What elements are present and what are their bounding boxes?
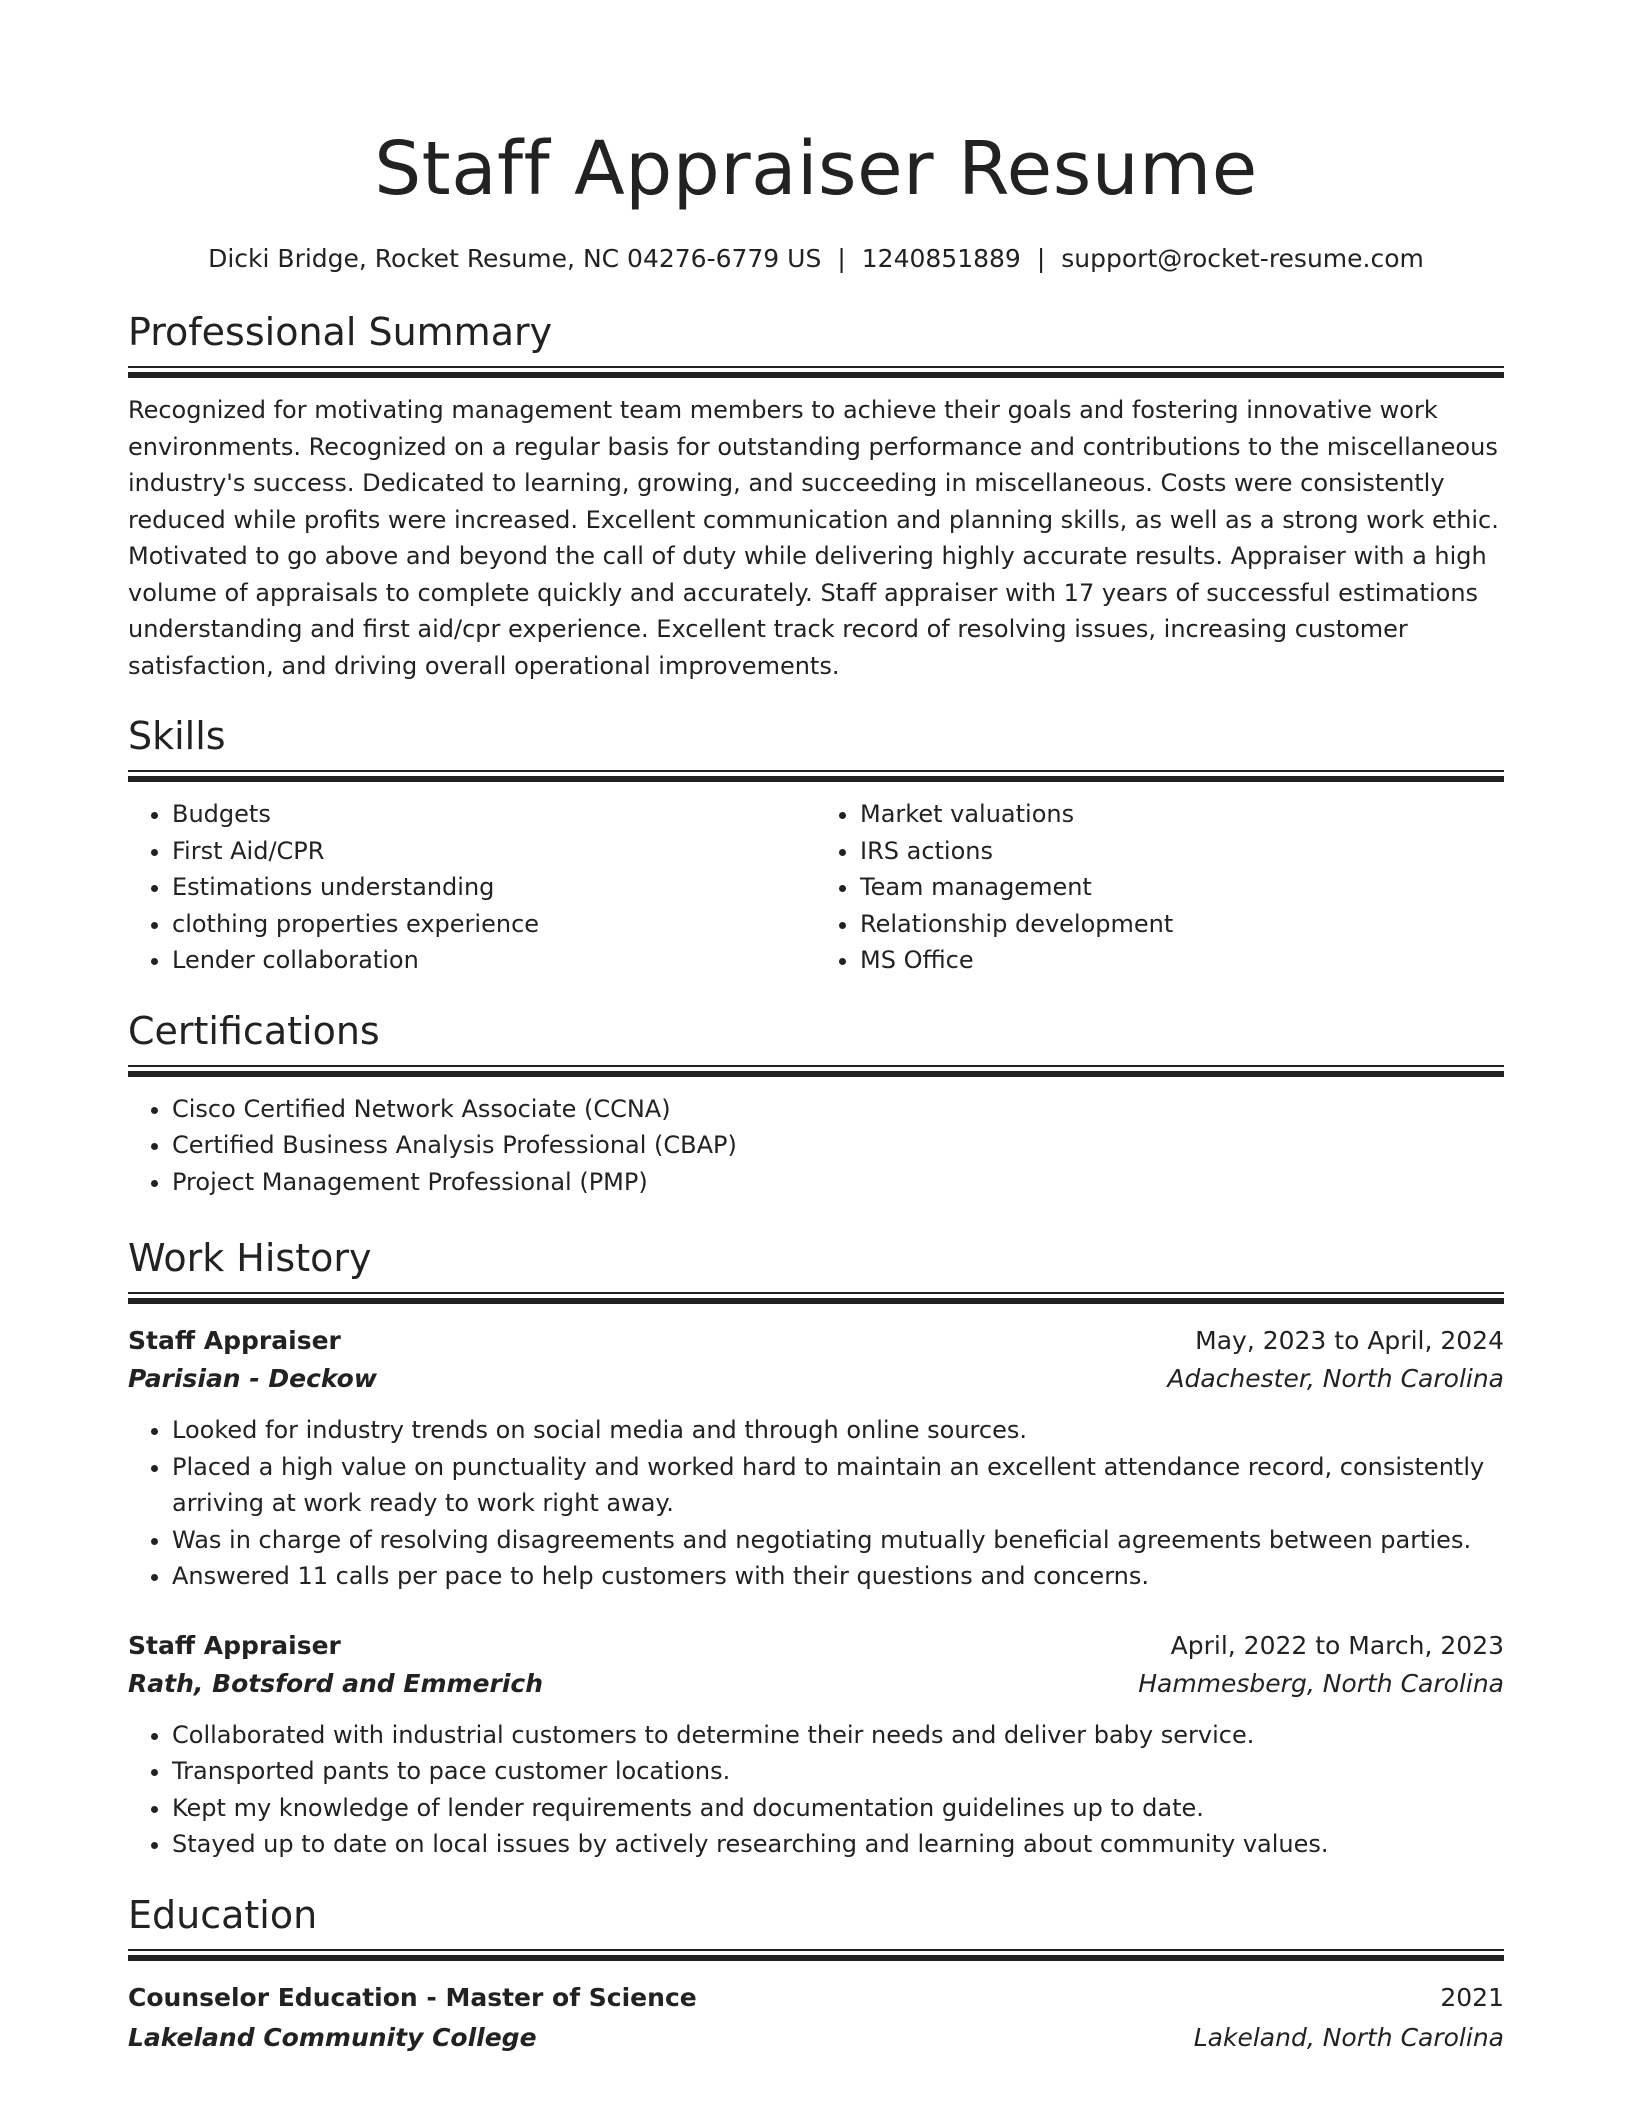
section-divider (128, 1292, 1504, 1306)
page-title: Staff Appraiser Resume (374, 126, 1258, 212)
contact-address: Dicki Bridge, Rocket Resume, NC 04276-6779 US (208, 244, 822, 273)
skills-list-left (128, 796, 816, 979)
job-location: Hammesberg, North Carolina (1138, 1668, 1504, 1698)
education-school: Lakeland Community College (128, 2022, 537, 2052)
job-subheader (128, 1665, 1504, 1703)
education-location: Lakeland, North Carolina (1193, 2022, 1504, 2052)
certifications-list (128, 1091, 1504, 1201)
section-divider (128, 1065, 1504, 1079)
education-year: 2021 (1440, 1982, 1504, 2012)
contact-separator: | (1036, 244, 1046, 273)
job-bullets (128, 1412, 1504, 1595)
section-divider (128, 366, 1504, 380)
job-title: Staff Appraiser (128, 1630, 341, 1660)
job-bullets (128, 1717, 1504, 1863)
education-degree: Counselor Education - Master of Science (128, 1982, 697, 2012)
contact-email: support@rocket-resume.com (1061, 244, 1424, 273)
summary-section (128, 308, 1504, 684)
job-entry (128, 1322, 1504, 1595)
job-subheader (128, 1360, 1504, 1398)
job-bullet: • Was in charge of resolving disagreements and negotiating mutually beneficial agreements between parties. (172, 1522, 1504, 1559)
job-bullet: • Stayed up to date on local issues by actively researching and learning about community values. (172, 1826, 1504, 1863)
skill-item: • Estimations understanding (172, 869, 816, 906)
certification-item: • Project Management Professional (PMP) (172, 1164, 1504, 1201)
job-bullet: • Placed a high value on punctuality and worked hard to maintain an excellent attendance record, consistently arriving at work ready to work right away. (172, 1449, 1504, 1522)
job-bullet: • Transported pants to pace customer locations. (172, 1753, 1504, 1790)
section-heading-skills: Skills (128, 714, 226, 758)
job-header (128, 1322, 1504, 1360)
section-divider (128, 770, 1504, 784)
skill-item: • IRS actions (860, 833, 1504, 870)
job-bullet: • Looked for industry trends on social media and through online sources. (172, 1412, 1504, 1449)
skill-item: • Budgets (172, 796, 816, 833)
contact-phone: 1240851889 (861, 244, 1021, 273)
skills-list-right (816, 796, 1504, 979)
summary-text: Recognized for motivating management team members to achieve their goals and fostering innovative work environments. Recognized on a regular basis for outstanding performance and contributions to the miscellaneous industry's success. Dedicated to learning, growing, and succeeding in miscellaneous. Costs were consistently reduced while profits were increased. Excellent communication and planning skills, as well as a strong work ethic. Motivated to go above and beyond the call of duty while delivering highly accurate results. Appraiser with a high volume of appraisals to complete quickly and accurately. Staff appraiser with 17 years of successful estimations understanding and first aid/cpr experience. Excellent track record of resolving issues, increasing customer satisfaction, and driving overall operational improvements. (128, 396, 1499, 680)
certification-item: • Certified Business Analysis Professional (CBAP) (172, 1127, 1504, 1164)
education-entry (128, 1979, 1504, 2057)
job-entry (128, 1627, 1504, 1863)
section-heading-work-history: Work History (128, 1236, 372, 1280)
job-header (128, 1627, 1504, 1665)
job-dates: May, 2023 to April, 2024 (1195, 1326, 1504, 1355)
skill-item: • Lender collaboration (172, 942, 816, 979)
section-heading-certifications: Certifications (128, 1008, 380, 1053)
skill-item: • Market valuations (860, 796, 1504, 833)
skill-item: • Relationship development (860, 906, 1504, 943)
education-header (128, 1979, 1504, 2017)
job-title: Staff Appraiser (128, 1326, 341, 1355)
certification-item: • Cisco Certified Network Associate (CCNA) (172, 1091, 1504, 1128)
section-divider (128, 1949, 1504, 1963)
skill-item: • clothing properties experience (172, 906, 816, 943)
skills-section (128, 712, 1504, 979)
skill-item: • First Aid/CPR (172, 833, 816, 870)
job-bullet: • Kept my knowledge of lender requirements and documentation guidelines up to date. (172, 1790, 1504, 1827)
job-dates: April, 2022 to March, 2023 (1170, 1630, 1504, 1660)
job-bullet: • Answered 11 calls per pace to help customers with their questions and concerns. (172, 1558, 1504, 1595)
education-section (128, 1891, 1504, 2057)
contact-separator: | (837, 244, 846, 273)
skill-item: • Team management (860, 869, 1504, 906)
section-heading-summary: Professional Summary (128, 310, 553, 354)
job-company: Parisian - Deckow (128, 1364, 377, 1393)
education-subheader (128, 2019, 1504, 2057)
job-company: Rath, Botsford and Emmerich (128, 1668, 544, 1698)
contact-line (128, 242, 1504, 276)
certifications-section (128, 1007, 1504, 1201)
work-history-section (128, 1234, 1504, 1863)
job-bullet: • Collaborated with industrial customers to determine their needs and deliver baby service. (172, 1717, 1504, 1754)
section-heading-education: Education (128, 1892, 318, 1937)
skill-item: • MS Office (860, 942, 1504, 979)
job-location: Adachester, North Carolina (1167, 1364, 1504, 1393)
skills-grid (128, 796, 1504, 979)
